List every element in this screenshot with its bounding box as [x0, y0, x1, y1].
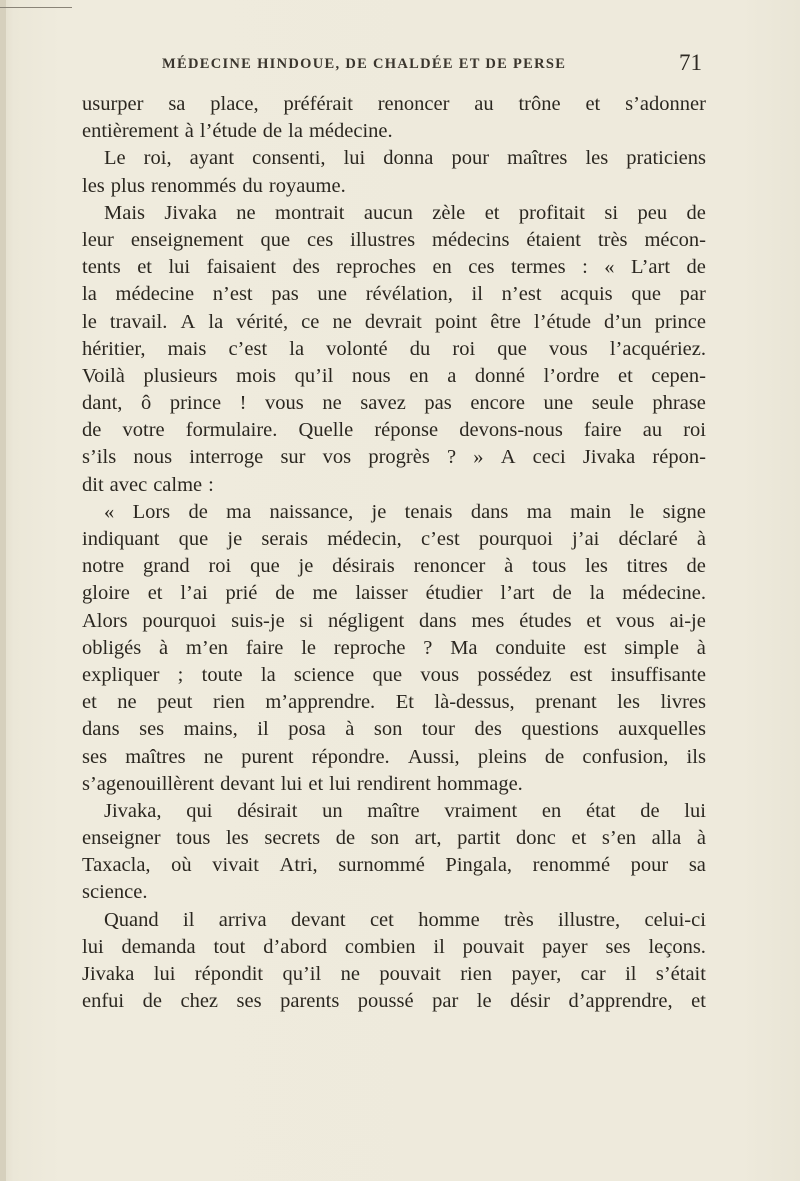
page-number: 71	[679, 50, 702, 75]
text-line: Le roi, ayant consenti, lui donna pour maîtres les praticiens	[104, 147, 706, 170]
text-line: science.	[82, 881, 148, 904]
text-line: « Lors de ma naissance, je tenais dans ma main le signe	[104, 500, 706, 523]
text-line: et ne peut rien m’apprendre. Et là-dessus, prenant les livres	[82, 691, 706, 714]
text-line: notre grand roi que je désirais renoncer à tous les titres de	[82, 555, 706, 578]
text-line: Taxacla, où vivait Atri, surnommé Pingala, renommé pour sa	[82, 854, 706, 877]
text-line: s’agenouillèrent devant lui et lui rendirent hommage.	[82, 772, 523, 795]
text-line: de votre formulaire. Quelle réponse devons-nous faire au roi	[82, 419, 706, 442]
top-edge-rule	[0, 7, 72, 8]
text-line: entièrement à l’étude de la médecine.	[82, 120, 393, 143]
running-title: MÉDECINE HINDOUE, DE CHALDÉE ET DE PERSE	[162, 56, 567, 72]
text-line: enseigner tous les secrets de son art, partit donc et s’en alla à	[82, 827, 706, 850]
text-line: Quand il arriva devant cet homme très illustre, celui-ci	[104, 908, 706, 931]
page-header	[82, 50, 706, 80]
text-line: ses maîtres ne purent répondre. Aussi, pleins de confusion, ils	[82, 745, 706, 768]
text-line: tents et lui faisaient des reproches en ces termes : « L’art de	[82, 256, 706, 279]
text-line: lui demanda tout d’abord combien il pouvait payer ses leçons.	[82, 935, 706, 958]
text-line: Alors pourquoi suis-je si négligent dans mes études et vous ai-je	[82, 609, 706, 632]
body-text	[82, 91, 706, 1015]
text-line: indiquant que je serais médecin, c’est pourquoi j’ai déclaré à	[82, 528, 706, 550]
text-line: s’ils nous interroge sur vos progrès ? » A ceci Jivaka répon-	[82, 446, 706, 469]
text-line: obligés à m’en faire le reproche ? Ma conduite est simple à	[82, 636, 706, 659]
text-line: dans ses mains, il posa à son tour des questions auxquelles	[82, 718, 706, 741]
text-line: héritier, mais c’est la volonté du roi que vous l’acquériez.	[82, 337, 706, 360]
text-line: le travail. A la vérité, ce ne devrait point être l’étude d’un prince	[82, 310, 706, 333]
text-line: Jivaka lui répondit qu’il ne pouvait rien payer, car il s’était	[82, 963, 706, 985]
text-line: gloire et l’ai prié de me laisser étudier l’art de la médecine.	[82, 582, 706, 605]
text-line: dant, ô prince ! vous ne savez pas encore une seule phrase	[82, 392, 706, 415]
text-line: la médecine n’est pas une révélation, il n’est acquis que par	[82, 283, 706, 306]
text-line: enfui de chez ses parents poussé par le désir d’apprendre, et	[82, 990, 706, 1013]
text-line: dit avec calme :	[82, 473, 214, 496]
text-line: leur enseignement que ces illustres médecins étaient très mécon-	[82, 228, 706, 251]
text-line: les plus renommés du royaume.	[82, 174, 346, 197]
page-gutter	[0, 0, 6, 1181]
text-line: Jivaka, qui désirait un maître vraiment en état de lui	[104, 799, 706, 822]
text-line: Voilà plusieurs mois qu’il nous en a donné l’ordre et cepen-	[82, 364, 706, 387]
text-line: Mais Jivaka ne montrait aucun zèle et profitait si peu de	[104, 201, 706, 224]
text-line: usurper sa place, préférait renoncer au trône et s’adonner	[82, 93, 706, 115]
text-line: expliquer ; toute la science que vous possédez est insuffisante	[82, 663, 706, 686]
